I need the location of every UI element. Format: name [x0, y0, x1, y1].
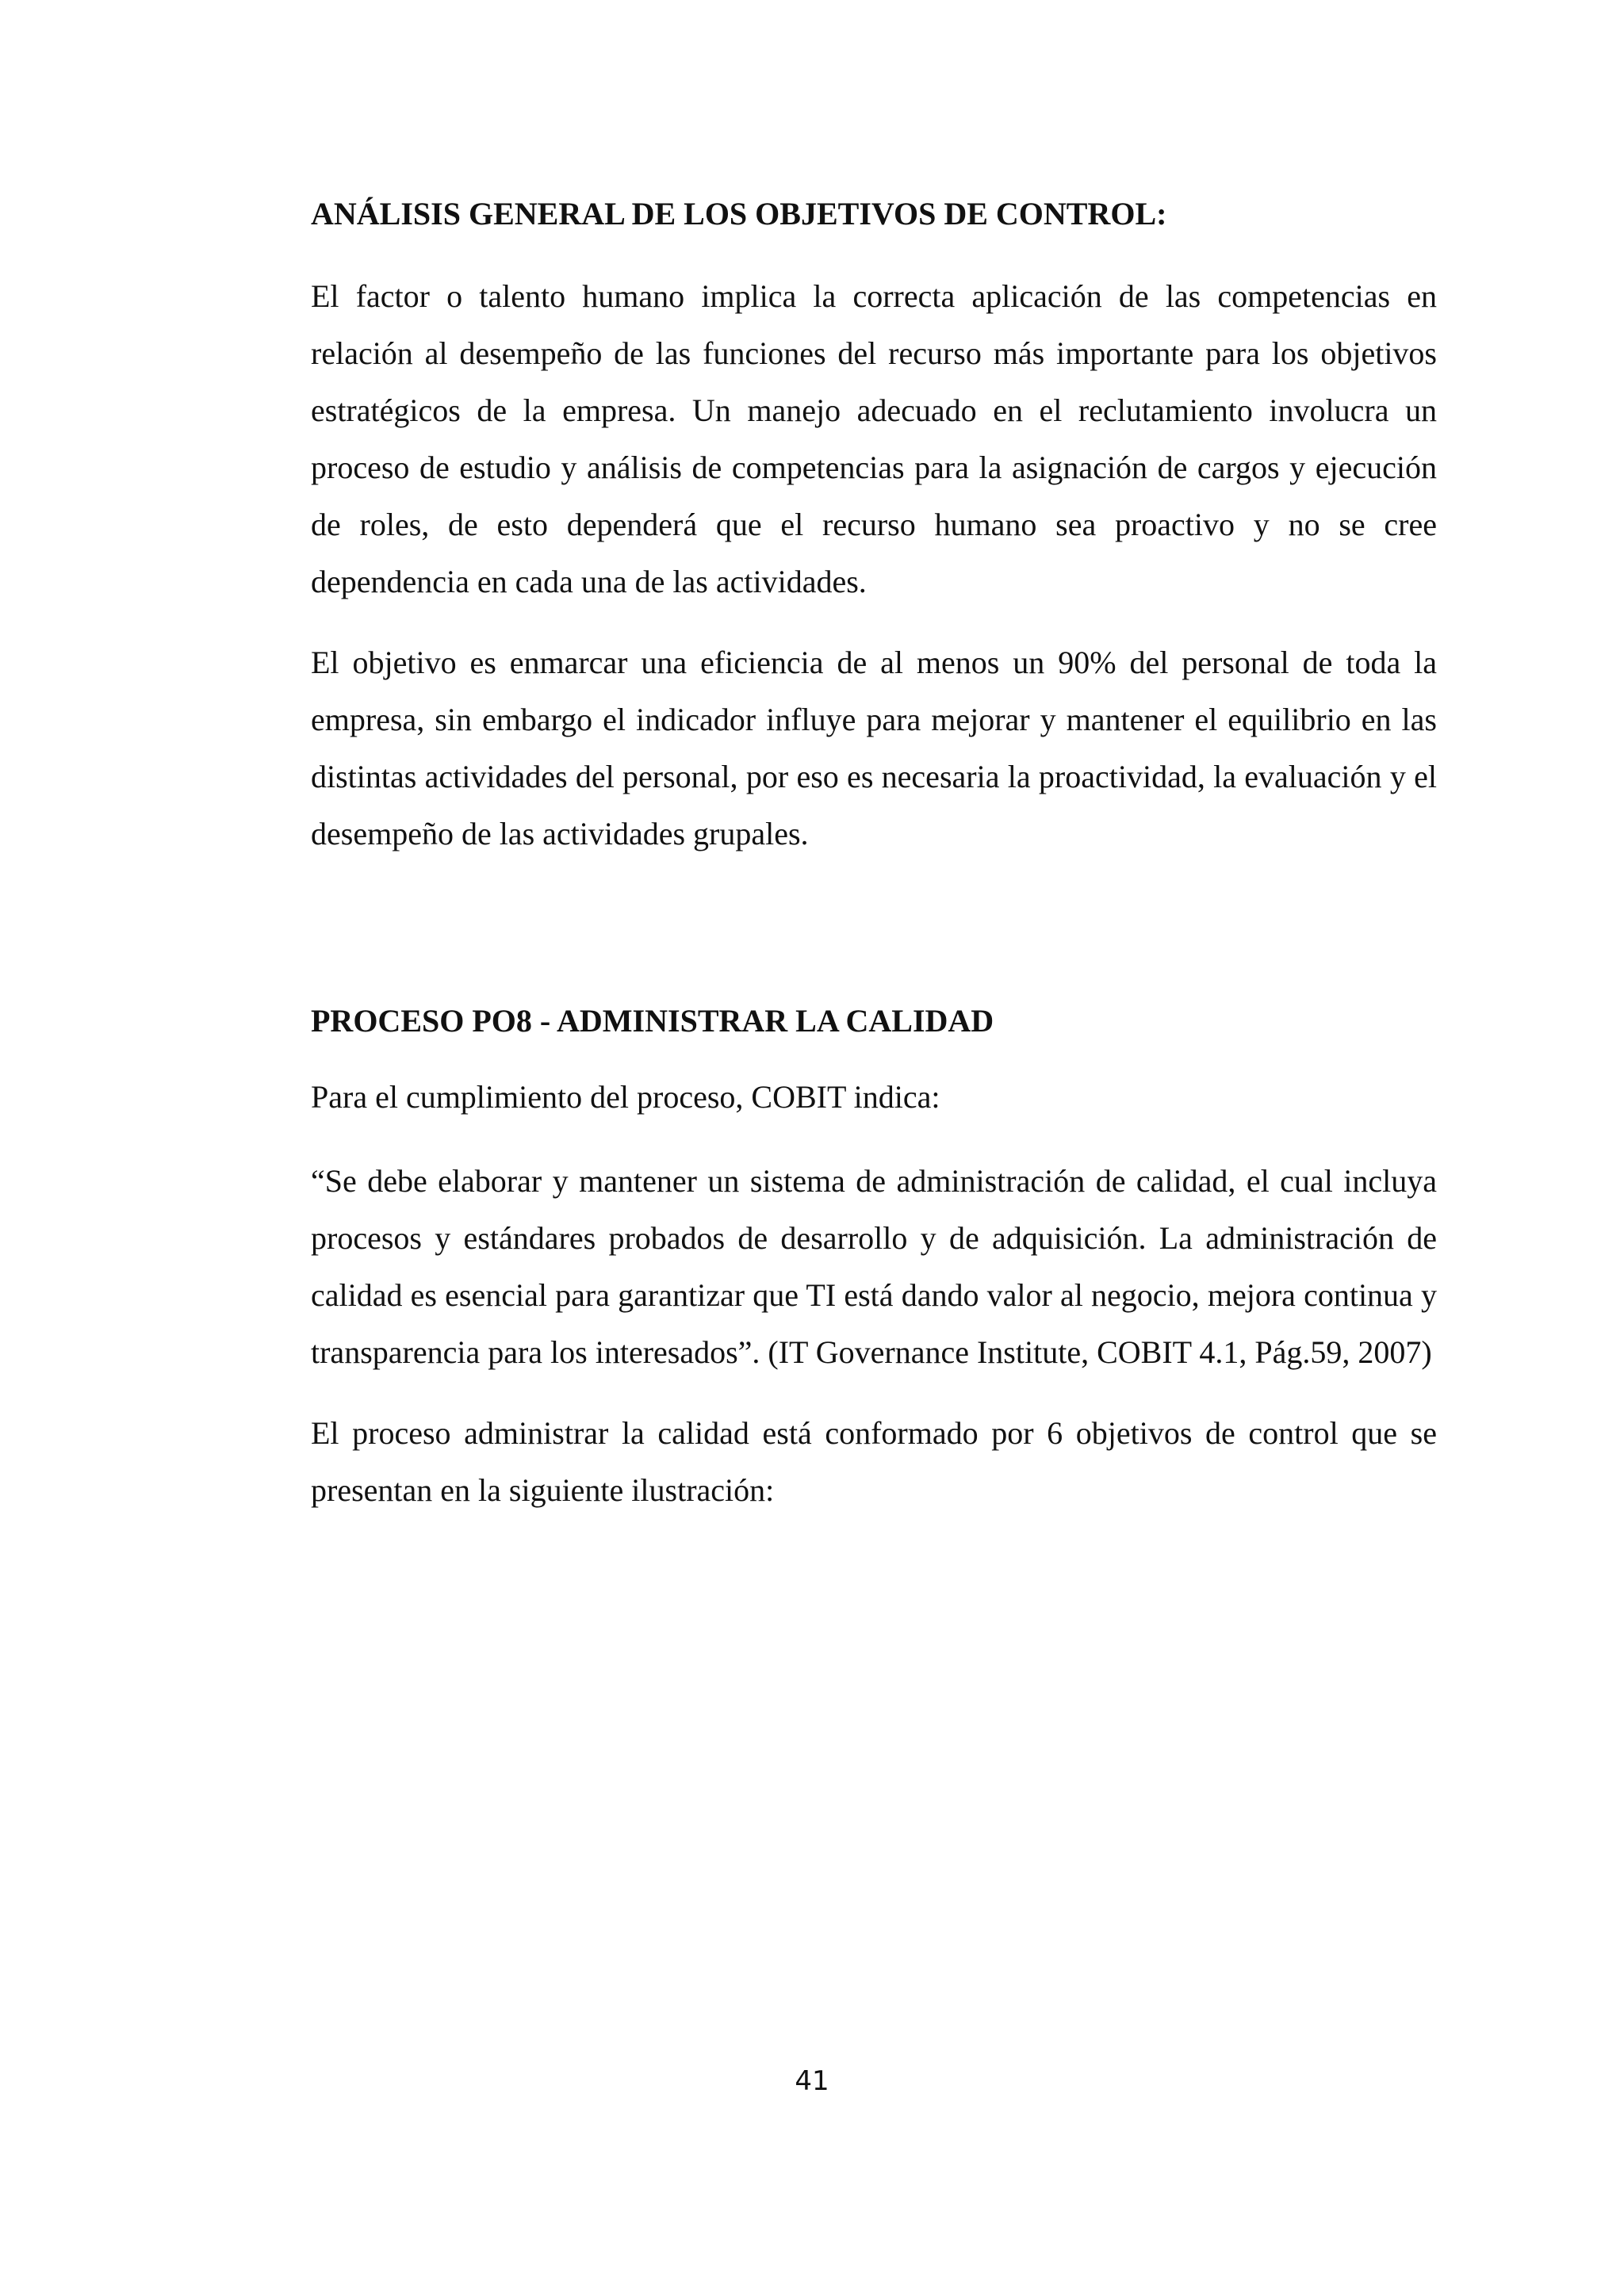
paragraph-talento-humano: El factor o talento humano implica la correcta aplicación de las competencias en relación al desempeño de las funciones del recurso más importante para los objetivos estratégicos de la empresa. Un manejo adecuado en el reclutamiento involucra un proceso de estudio y análisis de competencias para la asignación de cargos y ejecución de roles, de esto dependerá que el recurso humano sea proactivo y no se cree dependencia en cada una de las actividades.: [311, 278, 1437, 599]
paragraph-objetivo-eficiencia: El objetivo es enmarcar una eficiencia de al menos un 90% del personal de toda la empresa, sin embargo el indicador influye para mejorar y mantener el equilibrio en las distintas actividades del personal, por eso es necesaria la proactividad, la evaluación y el desempeño de las actividades grupales.: [311, 645, 1437, 851]
page-number: 41: [795, 2065, 829, 2097]
section-heading-analisis: ANÁLISIS GENERAL DE LOS OBJETIVOS DE CONTROL:: [311, 196, 1167, 232]
section-heading-po8: PROCESO PO8 - ADMINISTRAR LA CALIDAD: [311, 1003, 994, 1039]
paragraph-objetivos-control: El proceso administrar la calidad está conformado por 6 objetivos de control que se presentan en la siguiente ilustración:: [311, 1415, 1437, 1508]
page-body: [311, 190, 1437, 1519]
paragraph-cobit-intro: Para el cumplimiento del proceso, COBIT indica:: [311, 1079, 940, 1115]
paragraph-cobit-quote: “Se debe elaborar y mantener un sistema de administración de calidad, el cual incluya procesos y estándares probados de desarrollo y de adquisición. La administración de calidad es esencial para garantizar que TI está dando valor al negocio, mejora continua y transparencia para los interesados”. (IT Governance Institute, COBIT 4.1, Pág.59, 2007): [311, 1163, 1437, 1370]
